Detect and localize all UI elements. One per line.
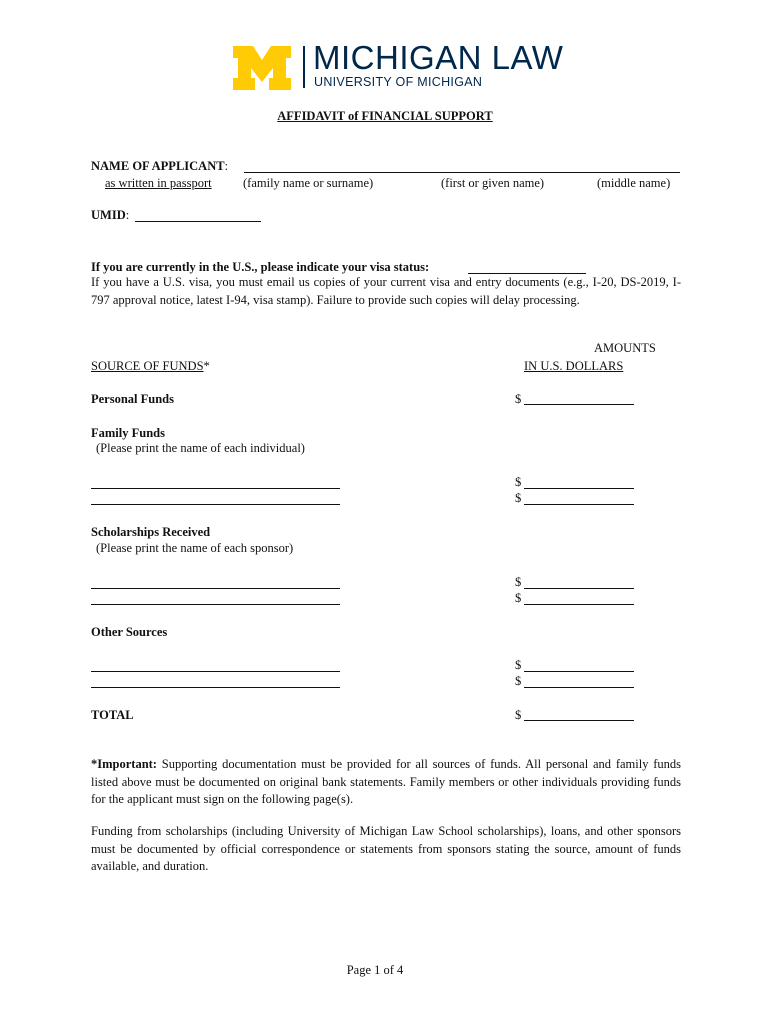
other-sources-label: Other Sources — [91, 625, 168, 639]
other-amount-1[interactable] — [524, 659, 634, 672]
family-funds-label: Family Funds — [91, 426, 165, 440]
dollar-sign: $ — [515, 658, 522, 672]
logo-divider — [303, 46, 305, 88]
logo-title: MICHIGAN LAW — [313, 39, 564, 76]
source-of-funds-header: SOURCE OF FUNDS* — [91, 359, 210, 373]
scholarships-label: Scholarships Received — [91, 525, 211, 539]
logo-subtitle: UNIVERSITY OF MICHIGAN — [314, 75, 483, 89]
other-source-field-1[interactable] — [91, 659, 340, 672]
visa-status-field[interactable] — [468, 261, 586, 274]
sponsor-name-field-2[interactable] — [91, 592, 340, 605]
family-name-field-2[interactable] — [91, 492, 340, 505]
page-number: Page 1 of 4 — [346, 963, 404, 977]
scholarship-documentation-note: Funding from scholarships (including University of Michigan Law School scholarships), loans, and other sponsors must be documented by official correspondence or statements from sponsors stating the source, amount of funds available, and duration. — [91, 824, 681, 873]
visa-instructions: If you have a U.S. visa, you must email us copies of your current visa and entry documents (e.g., I-20, DS-2019, I-797 approval notice, latest I-94, visa stamp). Failure to provide such copies will delay processing. — [91, 275, 681, 307]
family-name-field-1[interactable] — [91, 476, 340, 489]
umid-row: UMID: — [91, 208, 130, 222]
applicant-name-label: NAME OF APPLICANT — [91, 159, 225, 173]
dollar-sign: $ — [515, 575, 522, 589]
block-m-icon — [233, 46, 291, 90]
dollar-sign: $ — [515, 392, 522, 406]
total-label: TOTAL — [91, 708, 134, 722]
scholarship-amount-2[interactable] — [524, 592, 634, 605]
family-name-caption: (family name or surname) — [243, 176, 374, 190]
dollar-sign: $ — [515, 591, 522, 605]
scholarships-note: (Please print the name of each sponsor) — [96, 541, 294, 555]
first-name-caption: (first or given name) — [441, 176, 545, 190]
applicant-name-field[interactable] — [244, 160, 680, 173]
umid-field[interactable] — [135, 209, 261, 222]
personal-funds-label: Personal Funds — [91, 392, 175, 406]
passport-note: as written in passport — [105, 176, 212, 190]
other-amount-2[interactable] — [524, 675, 634, 688]
dollar-sign: $ — [515, 674, 522, 688]
sponsor-name-field-1[interactable] — [91, 576, 340, 589]
visa-question: If you are currently in the U.S., please indicate your visa status: — [91, 260, 430, 274]
amounts-header-line2: IN U.S. DOLLARS — [524, 359, 624, 373]
middle-name-caption: (middle name) — [597, 176, 671, 190]
family-amount-2[interactable] — [524, 492, 634, 505]
family-funds-note: (Please print the name of each individual) — [96, 441, 305, 455]
document-title: AFFIDAVIT of FINANCIAL SUPPORT — [277, 109, 493, 123]
applicant-name-row: NAME OF APPLICANT: — [91, 159, 229, 173]
michigan-law-logo — [233, 39, 564, 92]
dollar-sign: $ — [515, 708, 522, 722]
family-amount-1[interactable] — [524, 476, 634, 489]
dollar-sign: $ — [515, 491, 522, 505]
personal-funds-amount[interactable] — [524, 392, 634, 405]
important-note: *Important: Supporting documentation must be provided for all sources of funds. All personal and family funds listed above must be documented on original bank statements. Family members or other individuals providing funds for the applicant must sign on the following page(s). — [91, 757, 681, 806]
dollar-sign: $ — [515, 475, 522, 489]
other-source-field-2[interactable] — [91, 675, 340, 688]
umid-label: UMID — [91, 208, 126, 222]
scholarship-amount-1[interactable] — [524, 576, 634, 589]
amounts-header-line1: AMOUNTS — [594, 341, 656, 355]
total-amount[interactable] — [524, 708, 634, 721]
